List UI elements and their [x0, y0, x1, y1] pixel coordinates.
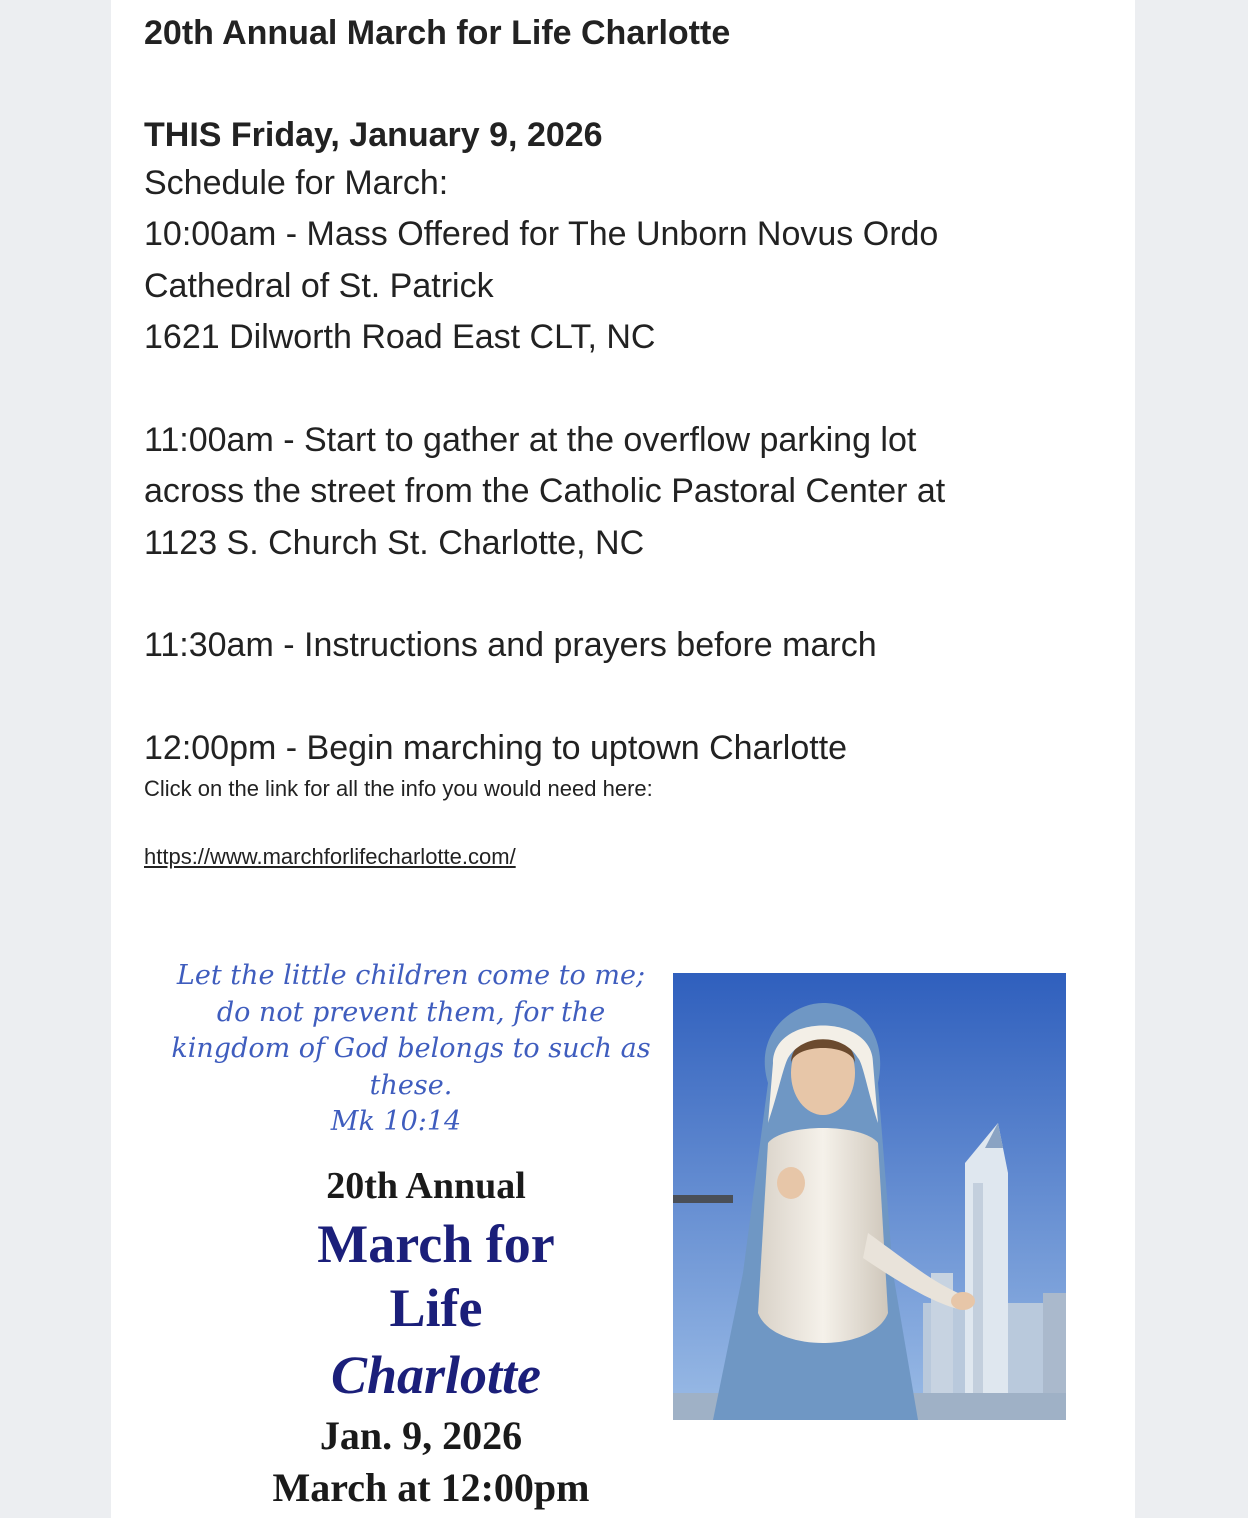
- email-body: [144, 12, 1104, 872]
- schedule-line: 10:00am - Mass Offered for The Unborn Novus Ordo: [144, 215, 939, 253]
- flyer-title-line: March for: [317, 1214, 555, 1274]
- email-card: [111, 0, 1135, 1518]
- flyer-city: Charlotte: [330, 1345, 542, 1405]
- flyer-title: [241, 1212, 631, 1340]
- quote-line: Let the little children come to me;: [176, 960, 646, 991]
- event-date: THIS Friday, January 9, 2026: [144, 116, 603, 154]
- schedule-heading: Schedule for March:: [144, 164, 449, 202]
- email-subject: 20th Annual March for Life Charlotte: [144, 14, 731, 52]
- spacer: [144, 672, 1104, 723]
- quote-line: these.: [369, 1069, 453, 1101]
- spacer: [144, 569, 1104, 620]
- flyer-time: March at 12:00pm: [272, 1465, 590, 1510]
- schedule-line: 11:30am - Instructions and prayers before march: [144, 626, 877, 664]
- website-link[interactable]: https://www.marchforlifecharlotte.com/: [144, 844, 516, 869]
- statue-skyline-icon: [673, 973, 1066, 1420]
- schedule-line: 1621 Dilworth Road East CLT, NC: [144, 318, 656, 356]
- quote-reference: Mk 10:14: [330, 1106, 462, 1137]
- statue-skyline-photo: [673, 973, 1066, 1420]
- flyer-title-line: Life: [389, 1278, 483, 1338]
- schedule-line: Cathedral of St. Patrick: [144, 266, 494, 305]
- quote-line: do not prevent them, for the: [216, 996, 606, 1028]
- schedule-line: 11:00am - Start to gather at the overflow parking lot: [144, 420, 917, 459]
- spacer: [144, 804, 1104, 842]
- info-text: Click on the link for all the info you would need here:: [144, 776, 653, 801]
- scripture-quote: [151, 958, 671, 1141]
- schedule-line: 1123 S. Church St. Charlotte, NC: [144, 523, 645, 562]
- schedule-line: 12:00pm - Begin marching to uptown Charlotte: [144, 728, 848, 767]
- flyer-date: Jan. 9, 2026: [319, 1413, 523, 1458]
- flyer-image: [111, 950, 1135, 1518]
- quote-line: kingdom of God belongs to such as: [171, 1033, 651, 1064]
- schedule-line: across the street from the Catholic Pastoral Center at: [144, 472, 946, 510]
- spacer: [144, 54, 1104, 114]
- spacer: [144, 364, 1104, 415]
- flyer-annual: 20th Annual: [326, 1165, 526, 1207]
